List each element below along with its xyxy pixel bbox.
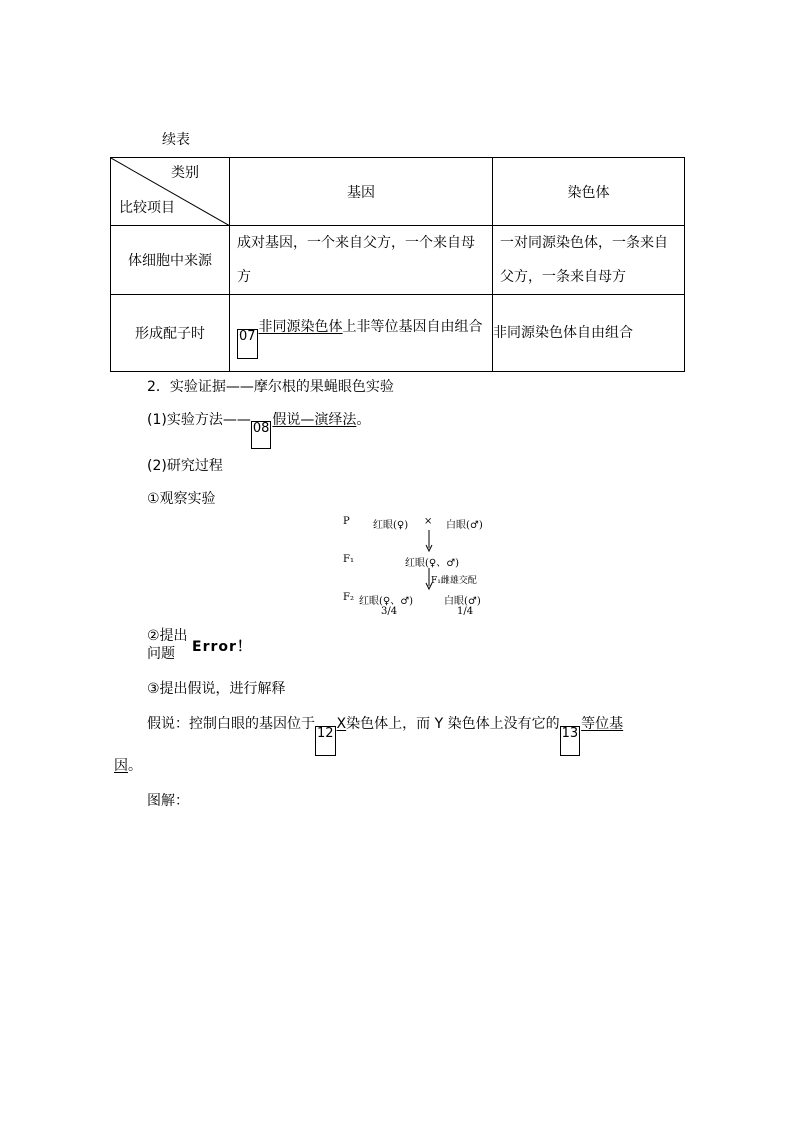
row1-chrom-text: 一对同源染色体，一条来自父方，一条来自母方 <box>500 235 668 285</box>
answer-allele-2: 因 <box>114 758 128 774</box>
row2-gene-rest: 上非等位基因自由组合 <box>342 318 483 335</box>
row2-label: 形成配子时 <box>111 295 230 372</box>
process-title: (2)研究过程 <box>147 458 223 474</box>
header-gene: 基因 <box>230 158 493 226</box>
diagram-label: 图解： <box>147 793 189 809</box>
f2-label: F₂ <box>343 592 354 603</box>
f1-intercross-note: F₁雌雄交配 <box>431 576 477 586</box>
hypothesis-line2 <box>114 755 142 775</box>
blank-08: 08 <box>251 421 272 449</box>
blank-13: 13 <box>560 726 581 756</box>
section2-title: 2．实验证据——摩尔根的果蝇眼色实验 <box>147 379 394 395</box>
row2-answer: 非同源染色体 <box>258 318 343 335</box>
error-text: Error！ <box>192 639 252 655</box>
f1-label: F₁ <box>343 554 354 565</box>
header-chromosome: 染色体 <box>493 158 685 226</box>
p-female: 红眼(♀) <box>373 520 409 531</box>
hypothesis-mid: 染色体上，而 Y 染色体上没有它的 <box>346 716 560 732</box>
observe-title: ①观察实验 <box>147 491 216 507</box>
method-suffix: 。 <box>356 412 371 428</box>
answer-allele-1: 等位基 <box>581 716 624 732</box>
method-answer: 假说—演绎法 <box>272 412 357 428</box>
row2-chrom: 非同源染色体自由组合 <box>493 295 685 372</box>
propose-question-label <box>147 627 188 663</box>
cross-sign: × <box>424 516 433 527</box>
hypothesis-prefix: 假说：控制白眼的基因位于 <box>147 716 315 732</box>
f2-red: 红眼(♀、♂) <box>359 596 414 607</box>
row1-gene-text: 成对基因，一个来自父方，一个来自母方 <box>237 235 475 285</box>
blank-12: 12 <box>315 726 336 756</box>
continued-label: 续表 <box>162 132 190 148</box>
p-male: 白眼(♂) <box>446 520 483 531</box>
answer-x: X <box>336 716 347 732</box>
p-label: P <box>343 516 350 527</box>
blank-07: 07 <box>237 329 258 359</box>
hypothesis-end: 。 <box>128 758 142 774</box>
propose-label-top: ②提出 <box>147 628 188 644</box>
row1-label: 体细胞中来源 <box>111 226 230 295</box>
hypothesis-title: ③提出假说，进行解释 <box>147 681 286 697</box>
propose-label-bottom: 问题 <box>147 646 175 662</box>
hypothesis-line1 <box>147 713 687 756</box>
f2-red-ratio: 3/4 <box>381 606 398 617</box>
f1-phenotype: 红眼(♀、♂) <box>405 558 460 569</box>
method-prefix: (1)实验方法—— <box>147 412 251 428</box>
f2-white: 白眼(♂) <box>444 596 481 607</box>
f2-white-ratio: 1/4 <box>457 606 474 617</box>
corner-bottom-label: 比较项目 <box>119 200 175 216</box>
arrow-p-to-f1 <box>424 530 434 552</box>
corner-top-label: 类别 <box>171 165 199 181</box>
